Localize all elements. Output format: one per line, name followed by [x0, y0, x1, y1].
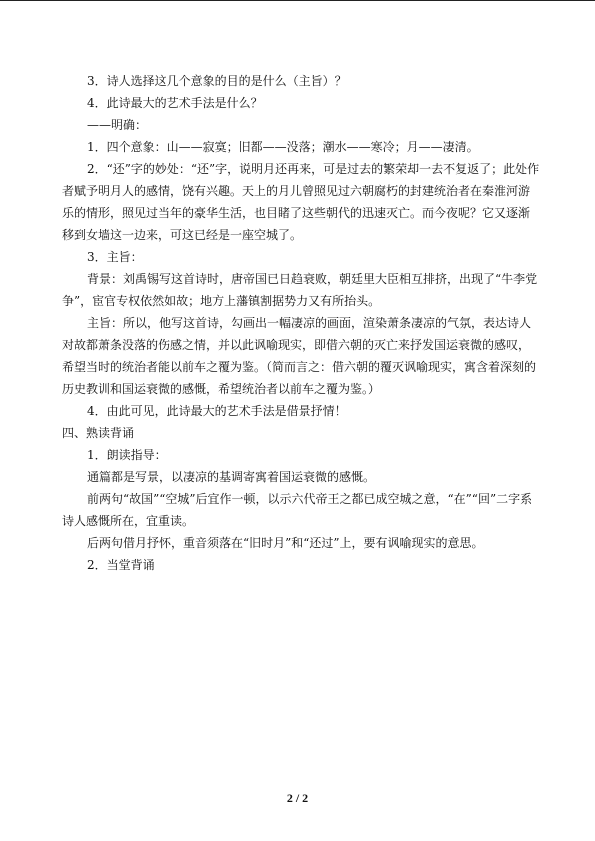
section-heading-recite: 四、熟读背诵: [62, 426, 135, 440]
question-3: 3．诗人选择这几个意象的目的是什么（主旨）？: [87, 74, 347, 88]
theme-paragraph: 主旨：所以，他写这首诗，勾画出一幅凄凉的画面，渲染萧条凄凉的气氛，表达诗人对故都萧条没落的伤感之情，并以此讽喻现实，即借六朝的灭亡来抒发国运衰微的感叹，希望当时的统治者能以前车之覆为鉴。（简而言之：借六朝的覆灭讽喻现实，寓含着深刻的历史教训和国运衰微的感慨，希望统治者以前车之覆为鉴。）: [62, 316, 537, 396]
answer-heading: ——明确：: [87, 118, 148, 132]
reading-guide-overview: 通篇都是写景，以凄凉的基调寄寓着国运衰微的感慨。: [87, 470, 376, 484]
reading-guide-last-lines: 后两句借月抒怀，重音须落在“旧时月”和“还过”上，要有讽喻现实的意思。: [87, 536, 484, 550]
document-body: [62, 70, 540, 576]
background-paragraph: 背景：刘禹锡写这首诗时，唐帝国已日趋衰败，朝廷里大臣相互排挤，出现了“牛李党争”，宦官专权依然如故；地方上藩镇割据势力又有所抬头。: [62, 272, 538, 308]
answer-2-huan-word: 2．“还”字的妙处：“还”字，说明月还再来，可是过去的繁荣却一去不复返了；此处作者赋予明月人的感情，饶有兴趣。天上的月儿曾照见过六朝腐朽的封建统治者在秦淮河游乐的情形，照见过当年的豪华生活，也目睹了这些朝代的迅速灭亡。而今夜呢？它又逐渐移到女墙这一边来，可这已经是一座空城了。: [62, 162, 540, 242]
reading-guide-heading: 1．朗读指导：: [87, 448, 167, 462]
question-4: 4．此诗最大的艺术手法是什么？: [87, 96, 263, 110]
answer-3-theme-heading: 3．主旨：: [87, 250, 143, 264]
answer-4-technique: 4．由此可见，此诗最大的艺术手法是借景抒情！: [87, 404, 347, 418]
reading-guide-first-lines: 前两句“故国”“空城”后宜作一顿，以示六代帝王之都已成空城之意，“在”“回”二字系诗人感慨所在，宜重读。: [62, 492, 533, 528]
header-rule: [0, 0, 595, 1]
in-class-recitation: 2．当堂背诵: [87, 558, 155, 572]
page-number: 2 / 2: [286, 791, 309, 805]
answer-1-imagery: 1．四个意象：山——寂寞；旧都——没落；潮水——寒冷；月——凄清。: [87, 140, 479, 154]
